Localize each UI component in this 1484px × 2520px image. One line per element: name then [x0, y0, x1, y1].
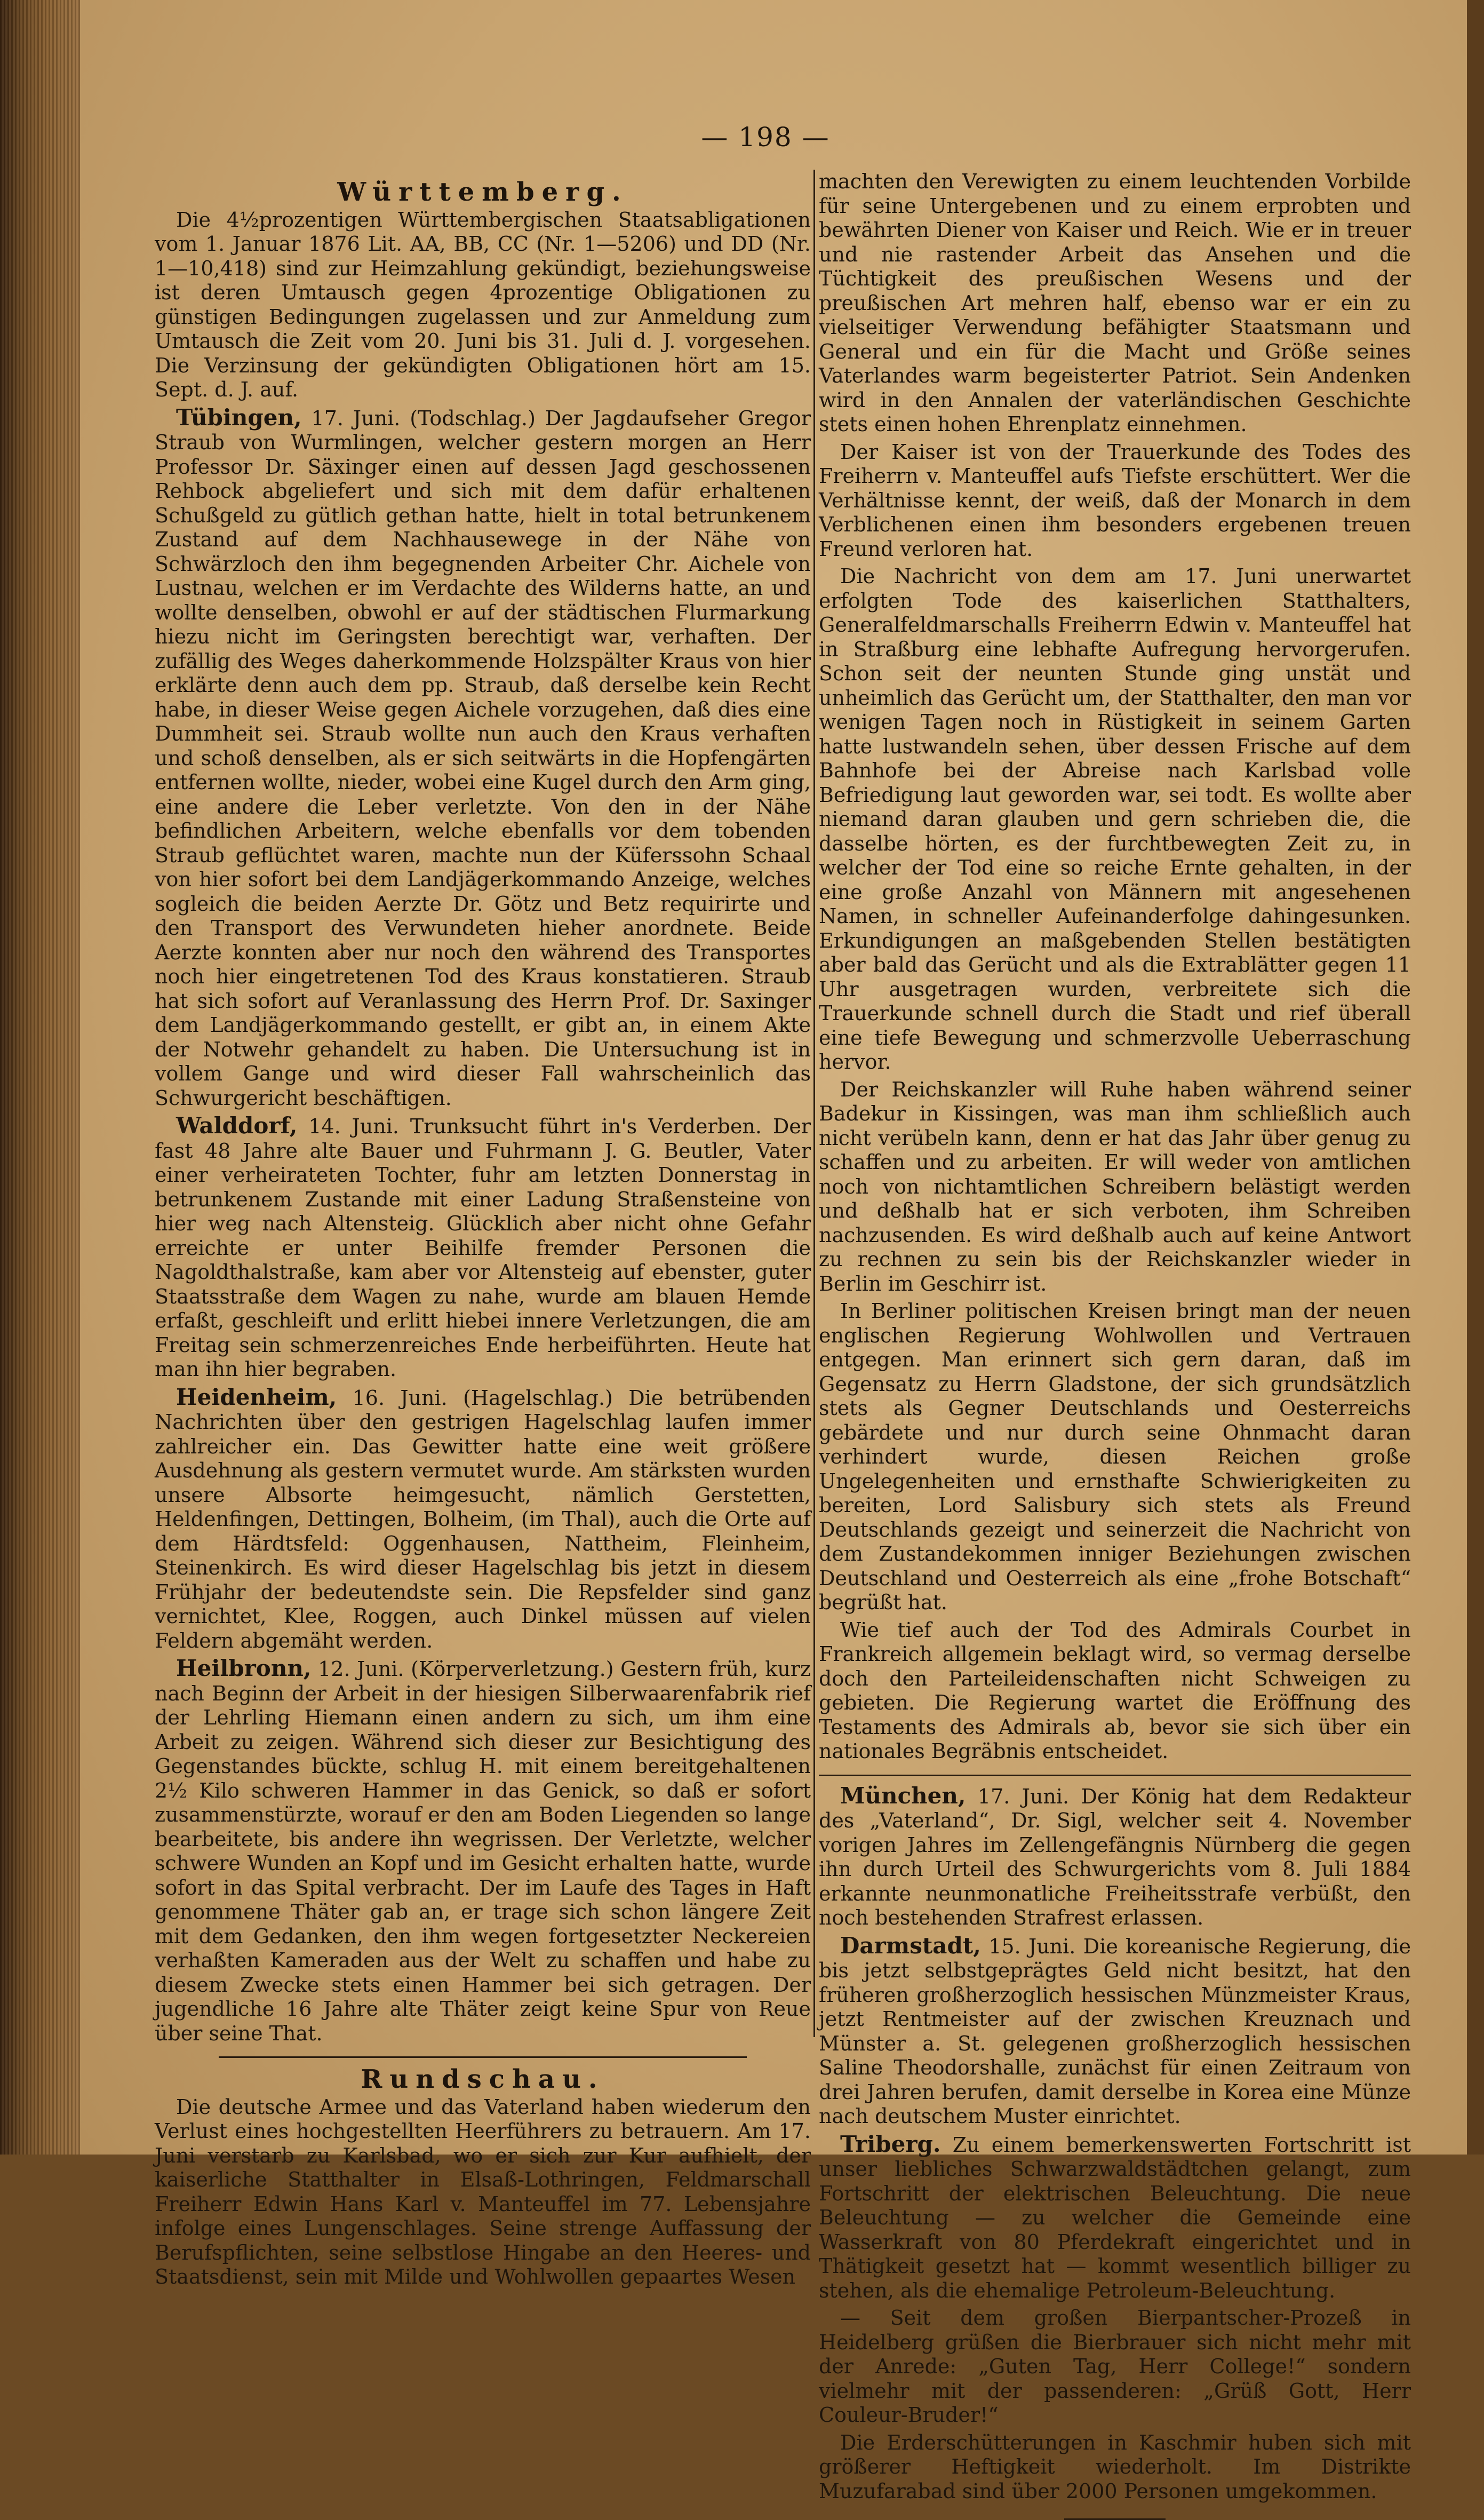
article-tuebingen [155, 406, 811, 1111]
article-text: Zu einem bemerkenswerten Fortschritt ist unser liebliches Schwarzwaldstädtchen gelangt, zum Fortschritt der elektrischen Beleuchtung. Die neue Beleuchtung — zu welcher die Gemeinde eine Wasserkraft von 80 Pferdekraft eingerichtet und in Thätigkeit gesetzt hat — kommt wesentlich billiger zu stehen, als die ehemalige Petroleum-Beleuchtung. [819, 2133, 1411, 2302]
left-column [155, 171, 811, 2293]
article-bonds: Die 4½prozentigen Württembergischen Staatsabligationen vom 1. Januar 1876 Lit. AA, BB, CC (Nr. 1—5206) und DD (Nr. 1—10,418) sind zur Heimzahlung gekündigt, beziehungsweise ist deren Umtausch gegen 4prozentige Obligationen zu günstigen Bedingungen zugelassen und zur Anmeldung zum Umtausch die Zeit vom 20. Juni bis 31. Juli d. J. vorgesehen. Die Verzinsung der gekündigten Obligationen hört am 15. Sept. d. J. auf. [155, 208, 811, 401]
article-text: 16. Juni. (Hagelschlag.) Die betrübenden Nachrichten über den gestrigen Hagelschlag laufen immer zahlreicher ein. Das Gewitter hatte eine weit größere Ausdehnung als gestern vermutet wurde. Am stärksten wurden unsere Albsorte heimgesucht, nämlich Gerstetten, Heldenfingen, Dettingen, Bolheim, (im Thal), auch die Orte auf dem Härdtsfeld: Oggenhausen, Nattheim, Fleinheim, Steinenkirch. Es wird dieser Hagelschlag bis jetzt in diesem Frühjahr der bedeutendste sein. Die Repsfelder sind ganz vernichtet, Klee, Roggen, auch Dinkel müssen auf vielen Feldern abgemäht werden. [155, 1386, 811, 1652]
article-strassburg: Die Nachricht von dem am 17. Juni unerwartet erfolgten Tode des kaiserlichen Statthalters, Generalfeldmarschalls Freiherrn Edwin v. Manteuffel hat in Straßburg eine lebhafte Aufregung hervorgerufen. Schon seit der neunten Stunde ging unstät und unheimlich das Gerücht um, der Statthalter, den man vor wenigen Tagen noch in Rüstigkeit in seinem Garten hatte lustwandeln sehen, über dessen Frische auf dem Bahnhofe bei der Abreise nach Karlsbad volle Befriedigung laut geworden war, sei todt. Es wollte aber niemand daran glauben und gern schrieben die, die dasselbe hörten, es der furchtbewegten Zeit zu, in welcher der Tod eine so reiche Ernte gehalten, in der eine große Anzahl von Männern mit angesehenen Namen, in schneller Aufeinanderfolge dahingesunken. Erkundigungen an maßgebenden Stellen bestätigten aber bald das Gerücht und als die Extrablätter gegen 11 Uhr ausgetragen wurden, verbreitete sich die Trauerkunde schnell durch die Stadt und rief überall eine tiefe Bewegung und schmerzvolle Ueberraschung hervor. [819, 565, 1411, 1074]
article-text: 12. Juni. (Körperverletzung.) Gestern früh, kurz nach Beginn der Arbeit in der hiesigen Silberwaarenfabrik rief der Lehrling Hiemann einen andern zu sich, um ihm eine Arbeit zu zeigen. Während sich dieser zur Besichtigung des Gegenstandes bückte, schlug H. mit einem bereitgehaltenen 2½ Kilo schweren Hammer in das Genick, so daß er sofort zusammenstürzte, worauf er den am Boden Liegenden so lange bearbeitete, bis andere ihn wegrissen. Der Verletzte, welcher schwere Wunden an Kopf und im Gesicht erhalten hatte, wurde sofort in das Spital verbracht. Der im Laufe des Tages in Haft genommene Thäter gab an, er trage sich schon längere Zeit mit dem Gedanken, den ihm wegen fortgesetzter Neckereien verhaßten Kameraden aus der Welt zu schaffen und habe zu diesem Zwecke stets einen Hammer bei sich getragen. Der jugendliche 16 Jahre alte Thäter zeigt keine Spur von Reue über seine That. [155, 1657, 811, 2045]
article-darmstadt [819, 1934, 1411, 2129]
place-name: Heidenheim, [176, 1384, 337, 1410]
article-reichskanzler: Der Reichskanzler will Ruhe haben während seiner Badekur in Kissingen, was man ihm schließlich auch nicht verübeln kann, denn er hat das Jahr über genug zu schaffen und zu arbeiten. Er will weder von amtlichen noch von nichtamtlichen Schreibern belästigt werden und deßhalb hat er sich verboten, ihm Schreiben nachzusenden. Es wird deßhalb auch auf keine Antwort zu rechnen zu sein bis der Reichskanzler wieder in Berlin im Geschirr ist. [819, 1077, 1411, 1295]
article-text: 17. Juni. Der König hat dem Redakteur des „Vaterland“, Dr. Sigl, welcher seit 4. November vorigen Jahres im Zellengefängnis Nürnberg die gegen ihn durch Urteil des Schwurgerichts vom 8. Juli 1884 erkannte neunmonatliche Freiheitsstrafe verbüßt, den noch bestehenden Strafrest erlassen. [819, 1784, 1411, 1929]
article-text: 17. Juni. (Todschlag.) Der Jagdaufseher Gregor Straub von Wurmlingen, welcher gestern morgen an Herr Professor Dr. Säxinger einen auf dessen Jagd geschossenen Rehbock abgeliefert und sich mit dem dafür erhaltenen Schußgeld zu gütlich gethan hatte, hielt in total betrunkenem Zustand auf dem Nachhausewege in der Nähe von Schwärzloch den ihm begegnenden Arbeiter Chr. Aichele von Lustnau, welchen er im Verdachte des Wilderns hatte, an und wollte denselben, obwohl er auf der städtischen Flurmarkung hiezu nicht im Geringsten berechtigt war, verhaften. Der zufällig des Weges daherkommende Holzspälter Kraus von hier erklärte denn auch dem pp. Straub, daß derselbe kein Recht habe, in dieser Weise gegen Aichele vorzugehen, daß dies eine Dummheit sei. Straub wollte nun auch den Kraus verhaften und schoß denselben, als er sich seitwärts in die Hopfengärten entfernen wollte, nieder, wobei eine Kugel durch den Arm ging, eine andere die Leber verletzte. Von den in der Nähe befindlichen Arbeitern, welche ebenfalls vor dem tobenden Straub geflüchtet waren, machte nun der Küferssohn Schaal von hier sofort bei dem Landjägerkommando Anzeige, welches sogleich die beiden Aerzte Dr. Götz und Betz requirirte und den Transport des Verwundeten hieher anordnete. Beide Aerzte konnten aber nur noch den während des Transportes noch hier eingetretenen Tod des Kraus konstatieren. Straub hat sich sofort auf Veranlassung des Herrn Prof. Dr. Saxinger dem Landjägerkommando gestellt, er gibt an, in einem Akte der Notwehr gehandelt zu haben. Die Untersuchung ist in vollem Gange und wird dieser Fall wahrscheinlich das Schwurgericht beschäftigen. [155, 406, 811, 1110]
article-heidenheim [155, 1385, 811, 1653]
article-berlin: In Berliner politischen Kreisen bringt man der neuen englischen Regierung Wohlwollen und Vertrauen entgegen. Man erinnert sich gern daran, daß im Gegensatz zu Herrn Gladstone, der sich grundsätzlich stets als Gegner Deutschlands und Oesterreichs gebärdete und nur durch seine Ohnmacht daran verhindert wurde, diesen Reichen große Ungelegenheiten und ernsthafte Schwierigkeiten zu bereiten, Lord Salisbury sich stets als Freund Deutschlands gezeigt und seinerzeit die Nachricht von dem Zustandekommen inniger Beziehungen zwischen Deutschland und Oesterreich als eine „frohe Botschaft“ begrüßt hat. [819, 1299, 1411, 1614]
place-name: Walddorf, [176, 1112, 298, 1139]
article-heidelberg: — Seit dem großen Bierpantscher-Prozeß in Heidelberg grüßen die Bierbrauer sich nicht mehr mit der Anrede: „Guten Tag, Herr College!“ sondern vielmehr mit der passenderen: „Grüß Gott, Herr Couleur-Bruder!“ [819, 2306, 1411, 2427]
book-page-edges [0, 0, 80, 2155]
article-walddorf [155, 1114, 811, 1382]
article-heilbronn [155, 1656, 811, 2046]
place-name: Tübingen, [176, 404, 302, 431]
place-name: Triberg. [840, 2131, 941, 2157]
section-heading-rundschau: Rundschau. [361, 2064, 605, 2094]
article-manteuffel: Die deutsche Armee und das Vaterland haben wiederum den Verlust eines hochgestellten Heerführers zu betrauern. Am 17. Juni verstarb zu Karlsbad, wo er sich zur Kur aufhielt, der kaiserliche Statthalter in Elsaß-Lothringen, Feldmarschall Freiherr Edwin Hans Karl v. Manteuffel im 77. Lebensjahre infolge eines Lungenschlages. Seine strenge Auffassung der Berufspflichten, seine selbstlose Hingabe an den Heeres- und Staatsdienst, sein mit Milde und Wohlwollen gepaartes Wesen [155, 2095, 811, 2288]
article-kaiser: Der Kaiser ist von der Trauerkunde des Todes des Freiherrn v. Manteuffel aufs Tiefste erschüttert. Wer die Verhältnisse kennt, der weiß, daß der Monarch in dem Verblichenen einen ihm besonders ergebenen treuen Freund verloren hat. [819, 440, 1411, 561]
book-gutter [1467, 0, 1484, 2155]
right-column [819, 170, 1411, 2520]
section-heading-wuerttemberg: Württemberg. [337, 177, 628, 207]
page-number: — 198 — [701, 122, 830, 153]
article-muenchen [819, 1784, 1411, 1930]
place-name: München, [840, 1782, 966, 1809]
place-name: Darmstadt, [840, 1932, 981, 1959]
column-divider [813, 170, 815, 2037]
place-name: Heilbronn, [176, 1655, 312, 1681]
article-kaschmir: Die Erderschütterungen in Kaschmir huben sich mit größerer Heftigkeit wiederholt. Im Distrikte Muzufarabad sind über 2000 Personen umgekommen. [819, 2430, 1411, 2503]
article-text: 15. Juni. Die koreanische Regierung, die bis jetzt selbstgeprägtes Geld nicht besitzt, hat den früheren großherzoglich hessischen Münzmeister Kraus, jetzt Rentmeister auf der zwischen Kreuznach und Münster a. St. gelegenen großherzoglich hessischen Saline Theodorshalle, zunächst für einen Zeitraum von drei Jahren berufen, damit derselbe in Korea eine Münze nach deutschem Muster einrichtet. [819, 1934, 1411, 2128]
article-frankreich: Wie tief auch der Tod des Admirals Courbet in Frankreich allgemein beklagt wird, so vermag derselbe doch den Parteileidenschaften nicht Schweigen zu gebieten. Die Regierung wartet die Eröffnung des Testaments des Admirals ab, bevor sie sich über ein nationales Begräbnis entscheidet. [819, 1618, 1411, 1763]
article-text: 14. Juni. Trunksucht führt in's Verderben. Der fast 48 Jahre alte Bauer und Fuhrmann J. G. Beutler, Vater einer verheirateten Tochter, fuhr am letzten Donnerstag in betrunkenem Zustande mit einer Ladung Straßensteine von hier weg nach Altensteig. Glücklich aber nicht ohne Gefahr erreichte er unter Beihilfe fremder Personen die Nagoldthalstraße, kam aber vor Altensteig auf ebenster, guter Staatsstraße dem Wagen zu nahe, wurde am blauen Hemde erfaßt, geschleift und erlitt hiebei innere Verletzungen, die am Freitag sein schmerzenreiches Ende herbeiführten. Heute hat man ihn hier begraben. [155, 1115, 811, 1381]
section-rule [219, 2056, 747, 2058]
section-rule [819, 1775, 1411, 1776]
article-manteuffel-cont: machten den Verewigten zu einem leuchtenden Vorbilde für seine Untergebenen und zu einem erprobten und bewährten Diener von Kaiser und Reich. Wie er in treuer und nie rastender Arbeit das Ansehen und die Tüchtigkeit des preußischen Wesens und der preußischen Art mehren half, ebenso war er ein zu vielseitiger Verwendung befähigter Staatsmann und General und ein für die Macht und Größe seines Vaterlandes warm begeisterter Patriot. Sein Andenken wird in den Annalen der vaterländischen Geschichte stets einen hohen Ehrenplatz einnehmen. [819, 170, 1411, 436]
article-triberg [819, 2132, 1411, 2303]
